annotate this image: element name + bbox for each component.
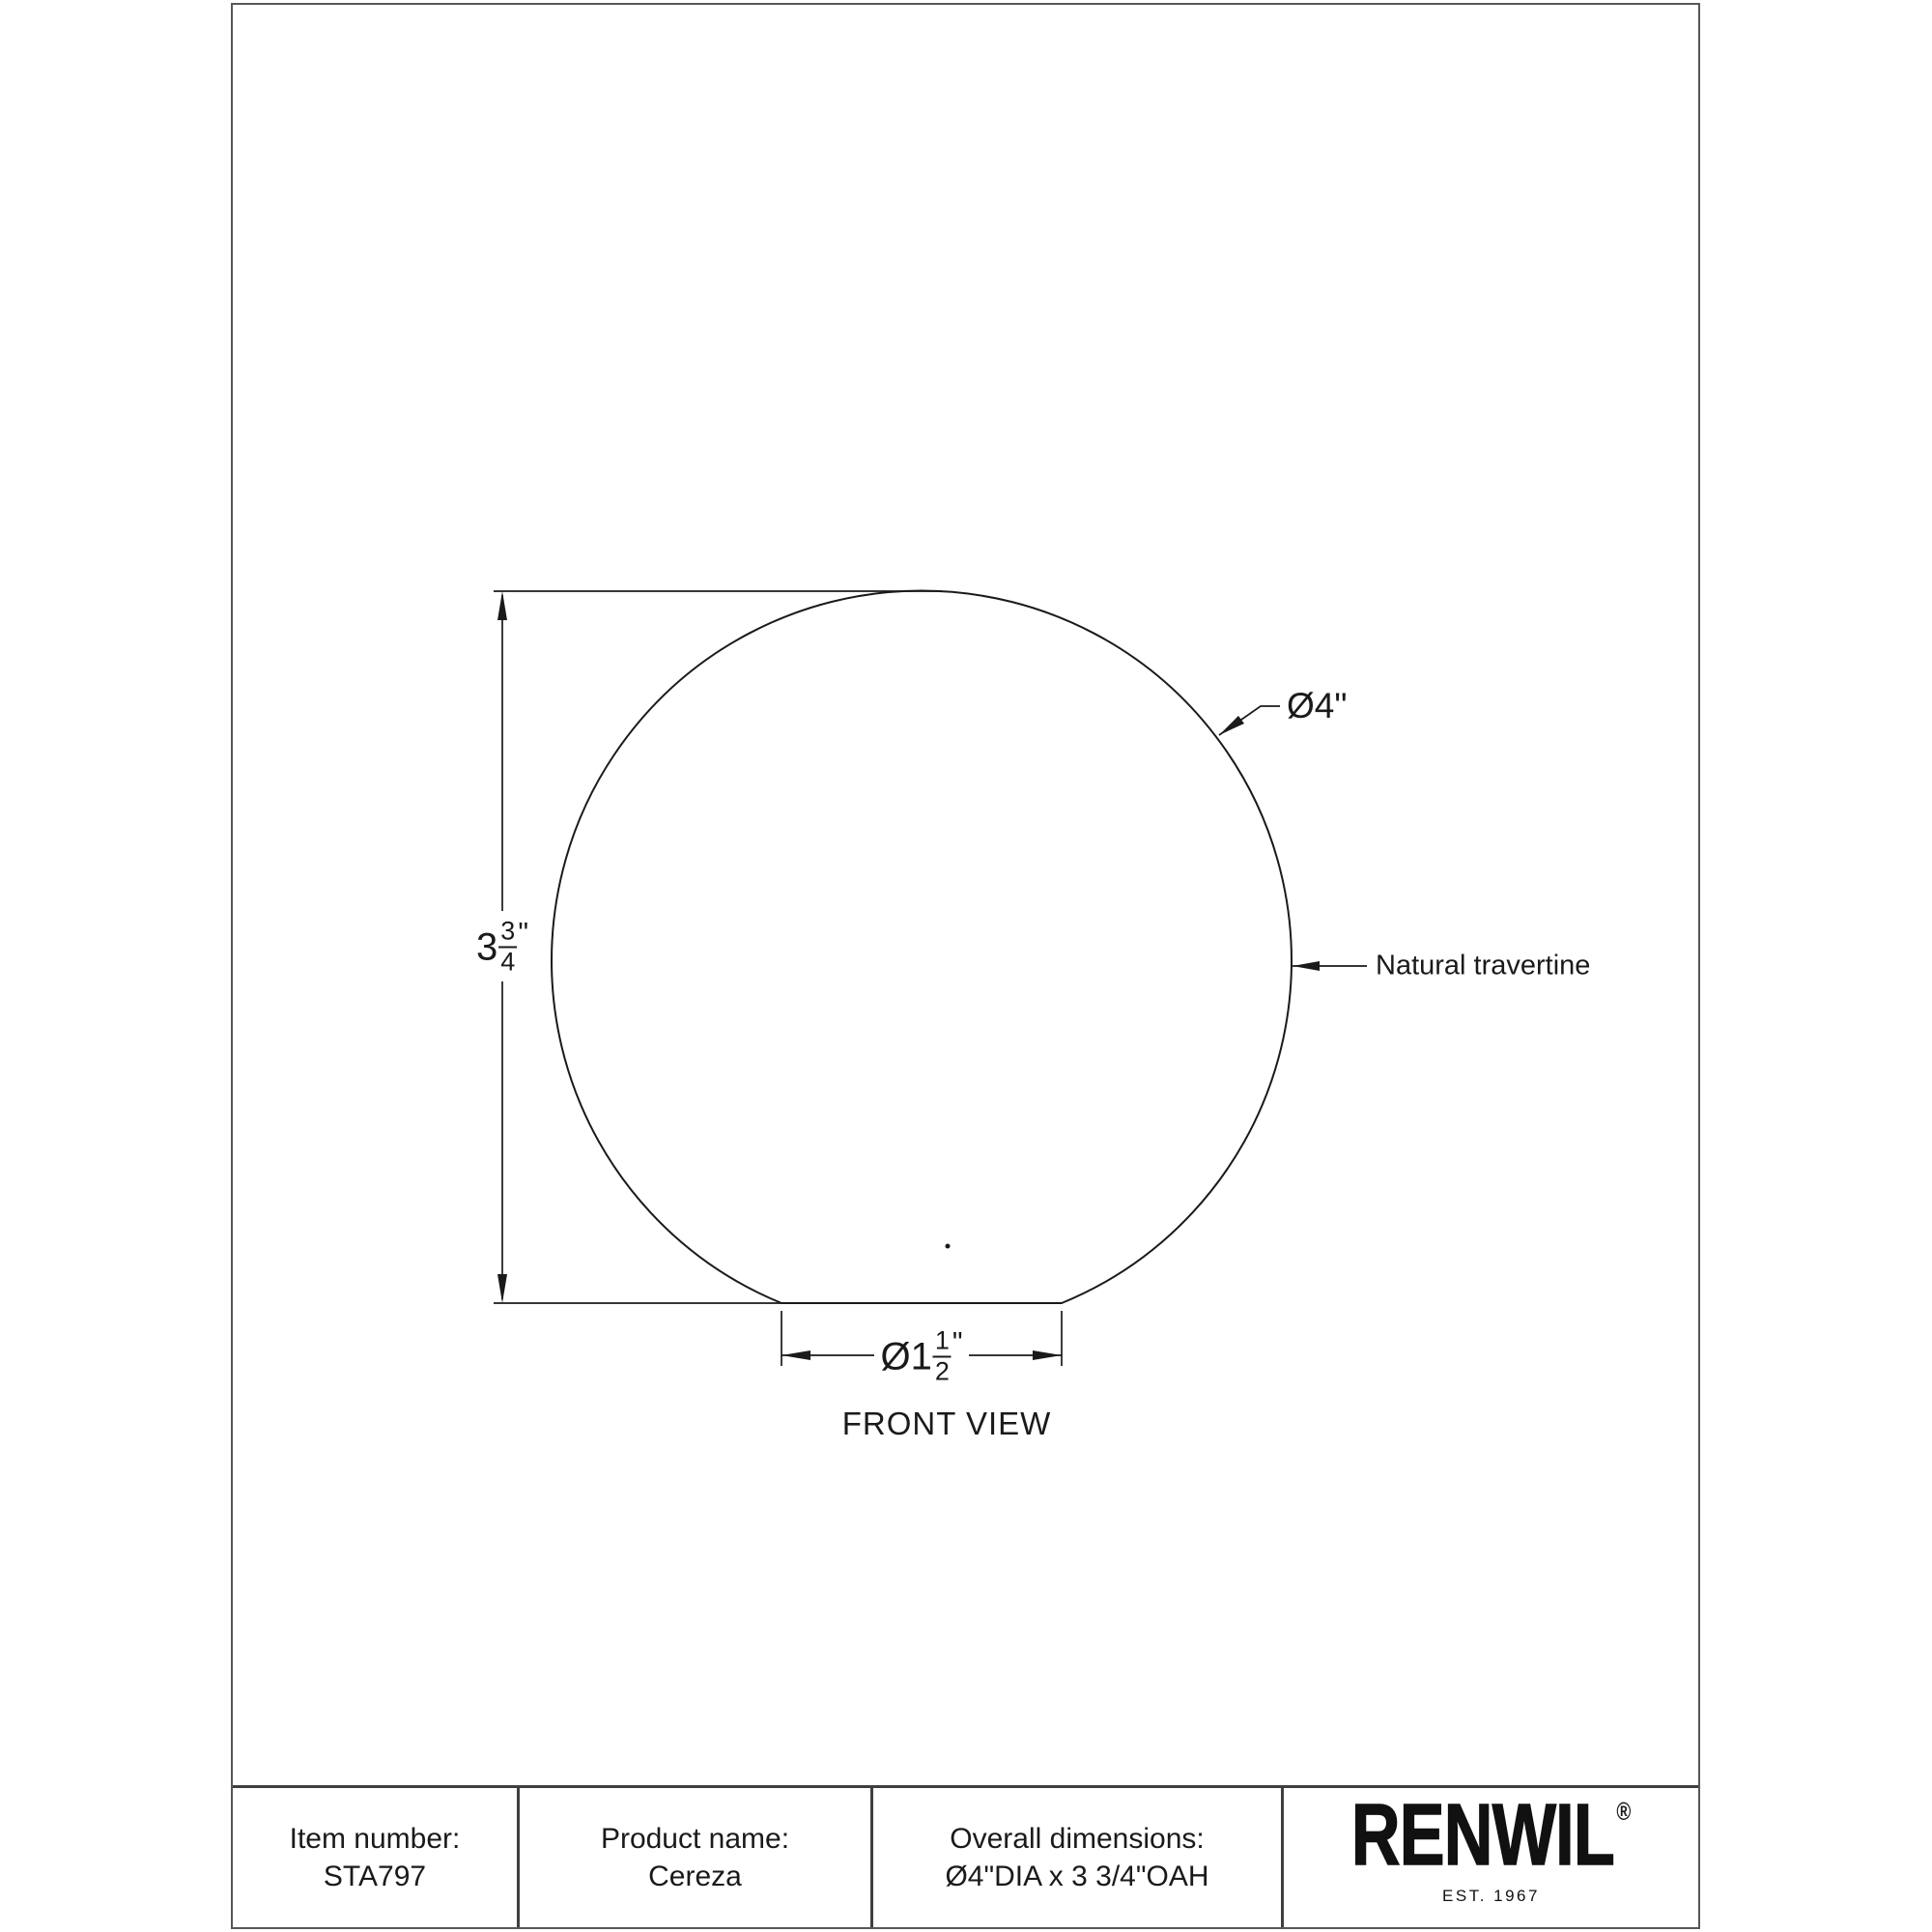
overall-dimensions-value: Ø4"DIA x 3 3/4"OAH — [945, 1861, 1209, 1892]
height-dim-fraction — [498, 918, 517, 975]
height-dim-unit: " — [518, 917, 528, 950]
base-dim-unit: " — [952, 1326, 963, 1359]
item-number-label: Item number: — [289, 1823, 461, 1855]
renwil-logo: RENWIL — [1350, 1786, 1614, 1884]
base-dimension-text — [880, 1327, 962, 1384]
diameter-leader-arrow-icon — [1219, 716, 1244, 735]
base-dim-denominator: 2 — [934, 1356, 950, 1385]
height-arrow-up-icon — [497, 591, 507, 620]
material-callout-label: Natural travertine — [1376, 950, 1591, 981]
height-dim-numerator: 3 — [498, 918, 517, 948]
height-dim-denominator: 4 — [500, 947, 516, 976]
height-dim-whole: 3 — [476, 925, 498, 968]
material-leader-arrow-icon — [1293, 961, 1320, 971]
base-dim-fraction — [933, 1327, 952, 1384]
overall-dimensions-label: Overall dimensions: — [950, 1823, 1205, 1855]
sphere-outline — [552, 591, 1292, 1303]
diameter-callout-label: Ø4" — [1287, 686, 1348, 725]
registered-trademark-icon: ® — [1616, 1796, 1632, 1826]
center-point-mark — [946, 1244, 951, 1249]
height-dimension-text — [476, 918, 528, 975]
base-dim-numerator: 1 — [933, 1327, 952, 1357]
brand-established-text: EST. 1967 — [1442, 1887, 1540, 1906]
base-dim-prefix: Ø1 — [880, 1335, 932, 1378]
height-arrow-down-icon — [497, 1274, 507, 1303]
front-view-label: FRONT VIEW — [841, 1406, 1052, 1441]
product-name-label: Product name: — [600, 1823, 790, 1855]
base-arrow-right-icon — [1033, 1350, 1062, 1360]
base-arrow-left-icon — [781, 1350, 810, 1360]
item-number-value: STA797 — [323, 1861, 427, 1892]
product-name-value: Cereza — [648, 1861, 742, 1892]
